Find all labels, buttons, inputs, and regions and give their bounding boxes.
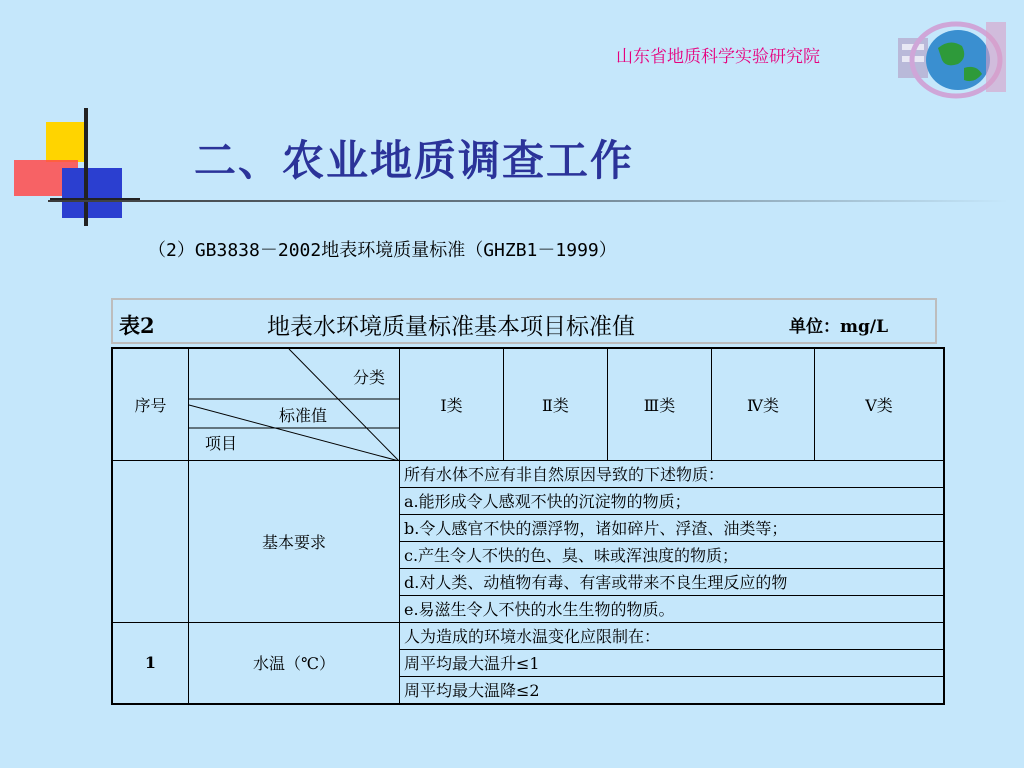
class-2-header: Ⅱ类 [504, 348, 608, 460]
basic-line: c.产生令人不快的色、臭、味或浑浊度的物质； [400, 541, 945, 568]
basic-line: e.易滋生令人不快的水生生物的物质。 [400, 595, 945, 622]
seq-header: 序号 [112, 348, 189, 460]
basic-line: d.对人类、动植物有毒、有害或带来不良生理反应的物 [400, 568, 945, 595]
table-unit: 单位：mg/L [789, 317, 889, 337]
standard-label: 标准值 [279, 406, 328, 425]
basic-seq-cell [112, 460, 189, 622]
class-3-header: Ⅲ类 [608, 348, 712, 460]
basic-line: b.令人感官不快的漂浮物，诸如碎片、浮渣、油类等； [400, 514, 945, 541]
table-title: 地表水环境质量标准基本项目标准值 [267, 314, 635, 340]
class-4-header: Ⅳ类 [712, 348, 815, 460]
row1-line: 周平均最大温降≤2 [400, 676, 945, 704]
institute-name: 山东省地质科学实验研究院 [616, 47, 820, 67]
table-caption [111, 298, 937, 344]
table-label: 表2 [119, 313, 155, 338]
category-label: 分类 [353, 368, 386, 387]
diagonal-header [189, 348, 400, 460]
row1-name-cell: 水温（℃） [189, 622, 400, 704]
table-row [112, 622, 944, 649]
basic-name-cell: 基本要求 [189, 460, 400, 622]
class-5-header: Ⅴ类 [815, 348, 945, 460]
standards-table [111, 347, 945, 705]
table-header-row [112, 348, 944, 460]
slide-subtitle: （2）GB3838－2002地表环境质量标准（GHZB1－1999） [148, 240, 617, 261]
table-row [112, 460, 944, 487]
basic-line: 所有水体不应有非自然原因导致的下述物质： [400, 460, 945, 487]
item-label: 项目 [205, 434, 238, 453]
decorative-blocks [10, 108, 140, 228]
basic-line: a.能形成令人感观不快的沉淀物的物质； [400, 487, 945, 514]
slide-title: 二、农业地质调查工作 [194, 136, 635, 185]
title-divider [48, 200, 1008, 202]
row1-line: 人为造成的环境水温变化应限制在： [400, 622, 945, 649]
row1-line: 周平均最大温升≤1 [400, 649, 945, 676]
class-1-header: Ⅰ类 [400, 348, 504, 460]
globe-logo-icon [898, 18, 1008, 102]
row1-seq-cell: 1 [112, 622, 189, 704]
